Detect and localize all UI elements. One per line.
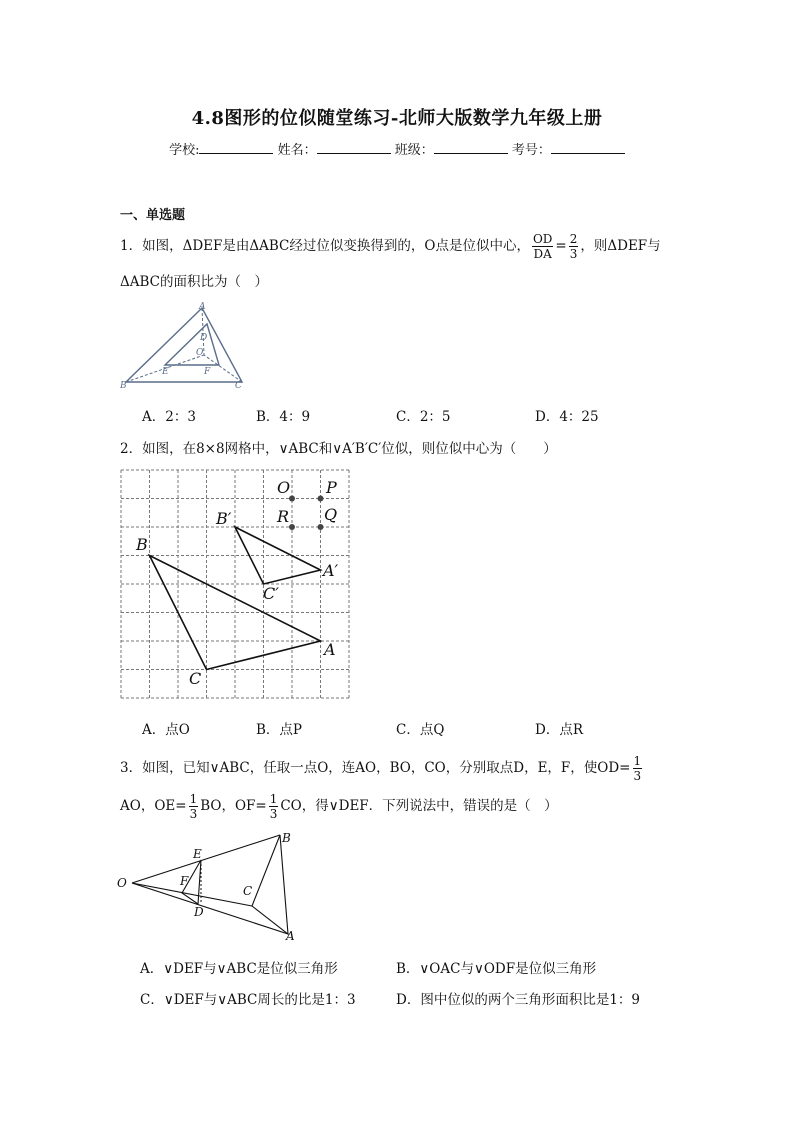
q1-option-a[interactable]: A．2：3	[142, 409, 196, 425]
q3-label-e: E	[193, 847, 202, 861]
class-label: 班级：	[394, 143, 434, 158]
q2-label-o: O	[277, 478, 291, 497]
q3-fraction-3	[269, 792, 279, 821]
q2-label-c: C	[189, 669, 202, 688]
q3-label-f: F	[180, 874, 189, 888]
exam-no-label: 考号：	[511, 143, 551, 158]
q2-grid-figure	[115, 465, 355, 705]
q2-point-r	[289, 524, 295, 530]
q3-option-c[interactable]: C．∨DEF与∨ABC周长的比是1：3	[140, 992, 356, 1008]
q3-option-d[interactable]: D．图中位似的两个三角形面积比是1：9	[396, 992, 641, 1008]
q1-label-a: A	[199, 302, 206, 312]
q3-line-oa	[132, 883, 288, 934]
q1-label-e: E	[162, 367, 169, 377]
q2-label-c-prime: C′	[263, 584, 279, 603]
q3-option-b[interactable]: B．∨OAC与∨ODF是位似三角形	[396, 961, 597, 977]
page-title: 4.8图形的位似随堂练习-北师大版数学九年级上册	[191, 108, 603, 129]
q1-label-f: F	[204, 367, 211, 377]
q2-label-r: R	[277, 507, 290, 526]
q3-text-line2c: CO，得∨DEF．下列说法中，错误的是（ ）	[280, 798, 558, 814]
q3-triangle-abc	[252, 835, 288, 934]
school-label: 学校:	[169, 143, 200, 158]
q3-text-line1: 3．如图，已知∨ABC，任取一点O，连AO，BO，CO，分别取点D，E，F，使OD=	[120, 760, 631, 776]
q1-stem-line2: ΔABC的面积比为（ ）	[120, 274, 268, 290]
q1-triangle-abc	[126, 308, 242, 382]
q1-option-d[interactable]: D．4：25	[535, 409, 599, 425]
q2-option-a[interactable]: A．点O	[142, 722, 190, 738]
q3-frac3-numerator: 1	[269, 792, 278, 806]
name-blank	[317, 141, 391, 154]
q1-label-b: B	[120, 381, 127, 391]
q3-line-ob	[132, 835, 280, 883]
q1-stem-line1	[120, 232, 661, 261]
q3-label-b: B	[282, 831, 291, 845]
q1-frac-numerator: OD	[532, 232, 553, 246]
q1-label-c: C	[235, 381, 242, 391]
q3-stem-line2	[120, 792, 558, 821]
name-label: 姓名：	[277, 143, 317, 158]
q3-label-a: A	[286, 929, 295, 943]
q3-text-line2a: AO，OE=	[120, 798, 187, 814]
q1-figure	[118, 300, 258, 392]
q2-label-q: Q	[324, 505, 338, 524]
q1-fraction-2-3	[569, 232, 579, 261]
q3-frac3-denominator: 3	[269, 807, 278, 821]
q3-text-line2b: BO，OF=	[200, 798, 267, 814]
class-blank	[434, 141, 508, 154]
q2-label-p: P	[326, 478, 337, 497]
q1-equals: =	[555, 238, 567, 254]
q2-label-b-prime: B′	[216, 509, 232, 528]
q1-frac-denominator: DA	[533, 247, 552, 261]
q2-option-c[interactable]: C．点Q	[396, 722, 445, 738]
q1-frac2-denominator: 3	[569, 247, 578, 261]
q1-option-b[interactable]: B．4：9	[256, 409, 311, 425]
q1-label-d: D	[200, 333, 208, 343]
section-heading: 一、单选题	[120, 208, 186, 223]
exam-no-blank	[551, 141, 625, 154]
q1-text-part3: ，则ΔDEF与	[580, 238, 661, 254]
q3-label-c: C	[243, 884, 253, 898]
q2-stem: 2．如图，在8×8网格中，∨ABC和∨A′B′C′位似，则位似中心为（ ）	[120, 441, 557, 457]
student-info-line	[0, 139, 794, 158]
q2-label-b: B	[136, 535, 148, 554]
q2-label-a-prime: A′	[323, 561, 339, 580]
q3-fraction-2	[189, 792, 199, 821]
q2-point-p	[318, 496, 324, 502]
q3-fraction-1	[633, 754, 643, 783]
q1-frac2-numerator: 2	[569, 232, 578, 246]
q2-option-d[interactable]: D．点R	[535, 722, 583, 738]
q3-label-o: O	[117, 876, 127, 890]
q3-stem-line1	[120, 754, 644, 783]
q2-grid	[121, 470, 349, 698]
q1-label-o: O	[196, 348, 204, 358]
q3-option-a[interactable]: A．∨DEF与∨ABC是位似三角形	[140, 961, 338, 977]
q1-fraction-od-da	[532, 232, 553, 261]
q2-option-b[interactable]: B．点P	[256, 722, 303, 738]
q3-label-d: D	[194, 905, 204, 919]
q2-label-a: A	[324, 640, 336, 659]
q1-option-c[interactable]: C．2：5	[396, 409, 451, 425]
q3-frac1-denominator: 3	[633, 769, 642, 783]
q1-text-part1: 1．如图，ΔDEF是由ΔABC经过位似变换得到的，O点是位似中心，	[120, 238, 530, 254]
q2-point-q	[318, 524, 324, 530]
school-blank	[199, 141, 273, 154]
q1-triangle-def	[165, 324, 219, 365]
q3-frac2-denominator: 3	[189, 807, 198, 821]
q3-frac1-numerator: 1	[633, 754, 642, 768]
q3-figure	[112, 828, 302, 943]
q3-frac2-numerator: 1	[189, 792, 198, 806]
